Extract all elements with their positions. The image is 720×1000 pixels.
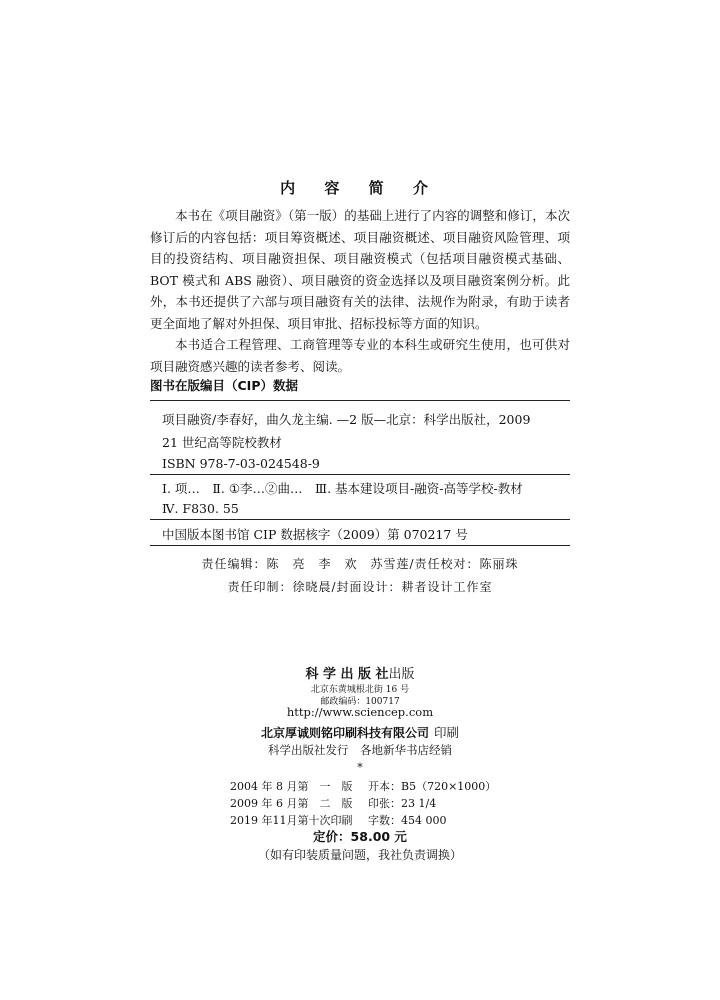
edition-spec: 印张：23 1/4 — [368, 797, 437, 810]
cip-classification-line: Ⅰ. 项… Ⅱ. ①李…②曲… Ⅲ. 基本建设项目-融资-高等学校-教材 — [162, 481, 523, 496]
cip-record-line: 中国版本图书馆 CIP 数据核字（2009）第 070217 号 — [162, 527, 468, 542]
price: 定价：58.00 元 — [313, 829, 407, 844]
publisher-postcode: 邮政编码：100717 — [320, 697, 400, 707]
summary-paragraph: 本书适合工程管理、工商管理等专业的本科生或研究生使用，也可供对项目融资感兴趣的读者参考、阅读。 — [150, 337, 570, 374]
summary-title: 内 容 简 介 — [280, 179, 440, 197]
edition-row — [230, 778, 496, 795]
cip-title-line: 项目融资/李春好，曲久龙主编. —2 版—北京：科学出版社，2009 — [162, 412, 531, 427]
printer-line — [0, 722, 720, 741]
cip-mid-rule — [150, 519, 570, 520]
edition-table — [230, 778, 496, 829]
edition-row — [230, 795, 496, 812]
edition-date: 2009 年 6 月第 二 版 — [230, 797, 353, 810]
credits-line: 责任编辑：陈 亮 李 欢 苏雪莲/责任校对：陈丽珠 — [201, 557, 519, 571]
credits-line: 责任印制：徐晓晨/封面设计：耕者设计工作室 — [227, 580, 493, 594]
cip-classification-line: Ⅳ. F830. 55 — [162, 501, 239, 516]
cip-isbn-line: ISBN 978-7-03-024548-9 — [162, 456, 320, 471]
publisher-url: http://www.sciencep.com — [286, 705, 434, 719]
summary-paragraph: 本书在《项目融资》（第一版）的基础上进行了内容的调整和修订，本次修订后的内容包括：项目筹资概述、项目融资概述、项目融资风险管理、项目的投资结构、项目融资担保、项目融资模式（包括项目融资模式基础、BOT 模式和 ABS 融资）、项目融资的资金选择以及项目融资案例分析。此外，本书还提供了六部与项目融资有关的法律、法规作为附录，有助于读者更全面地了解对外担保、项目审批、招标投标等方面的知识。 — [150, 208, 570, 331]
cip-mid-rule — [150, 474, 570, 475]
publisher-suffix: 出版 — [388, 667, 415, 682]
edition-spec: 开本：B5（720×1000） — [368, 780, 497, 793]
separator-mark: * — [357, 761, 363, 774]
quality-notice: （如有印装质量问题，我社负责调换） — [257, 848, 462, 862]
printer-suffix: 印刷 — [434, 725, 460, 740]
publisher-line — [0, 663, 720, 682]
edition-date: 2019 年11月第十次印刷 — [230, 814, 353, 827]
printer-name: 北京厚诚则铭印刷科技有限公司 — [260, 726, 429, 740]
summary-body — [150, 205, 570, 377]
cip-series-line: 21 世纪高等院校教材 — [162, 435, 282, 450]
edition-date: 2004 年 8 月第 一 版 — [230, 780, 353, 793]
publisher-name: 科 学 出 版 社 — [305, 667, 389, 682]
distribution-line: 科学出版社发行 各地新华书店经销 — [268, 743, 452, 757]
cip-top-rule — [150, 400, 570, 401]
edition-spec: 字数：454 000 — [368, 814, 447, 827]
publisher-address: 北京东黄城根北街 16 号 — [310, 685, 410, 695]
cip-heading: 图书在版编目（CIP）数据 — [150, 378, 298, 393]
cip-bottom-rule — [150, 545, 570, 546]
